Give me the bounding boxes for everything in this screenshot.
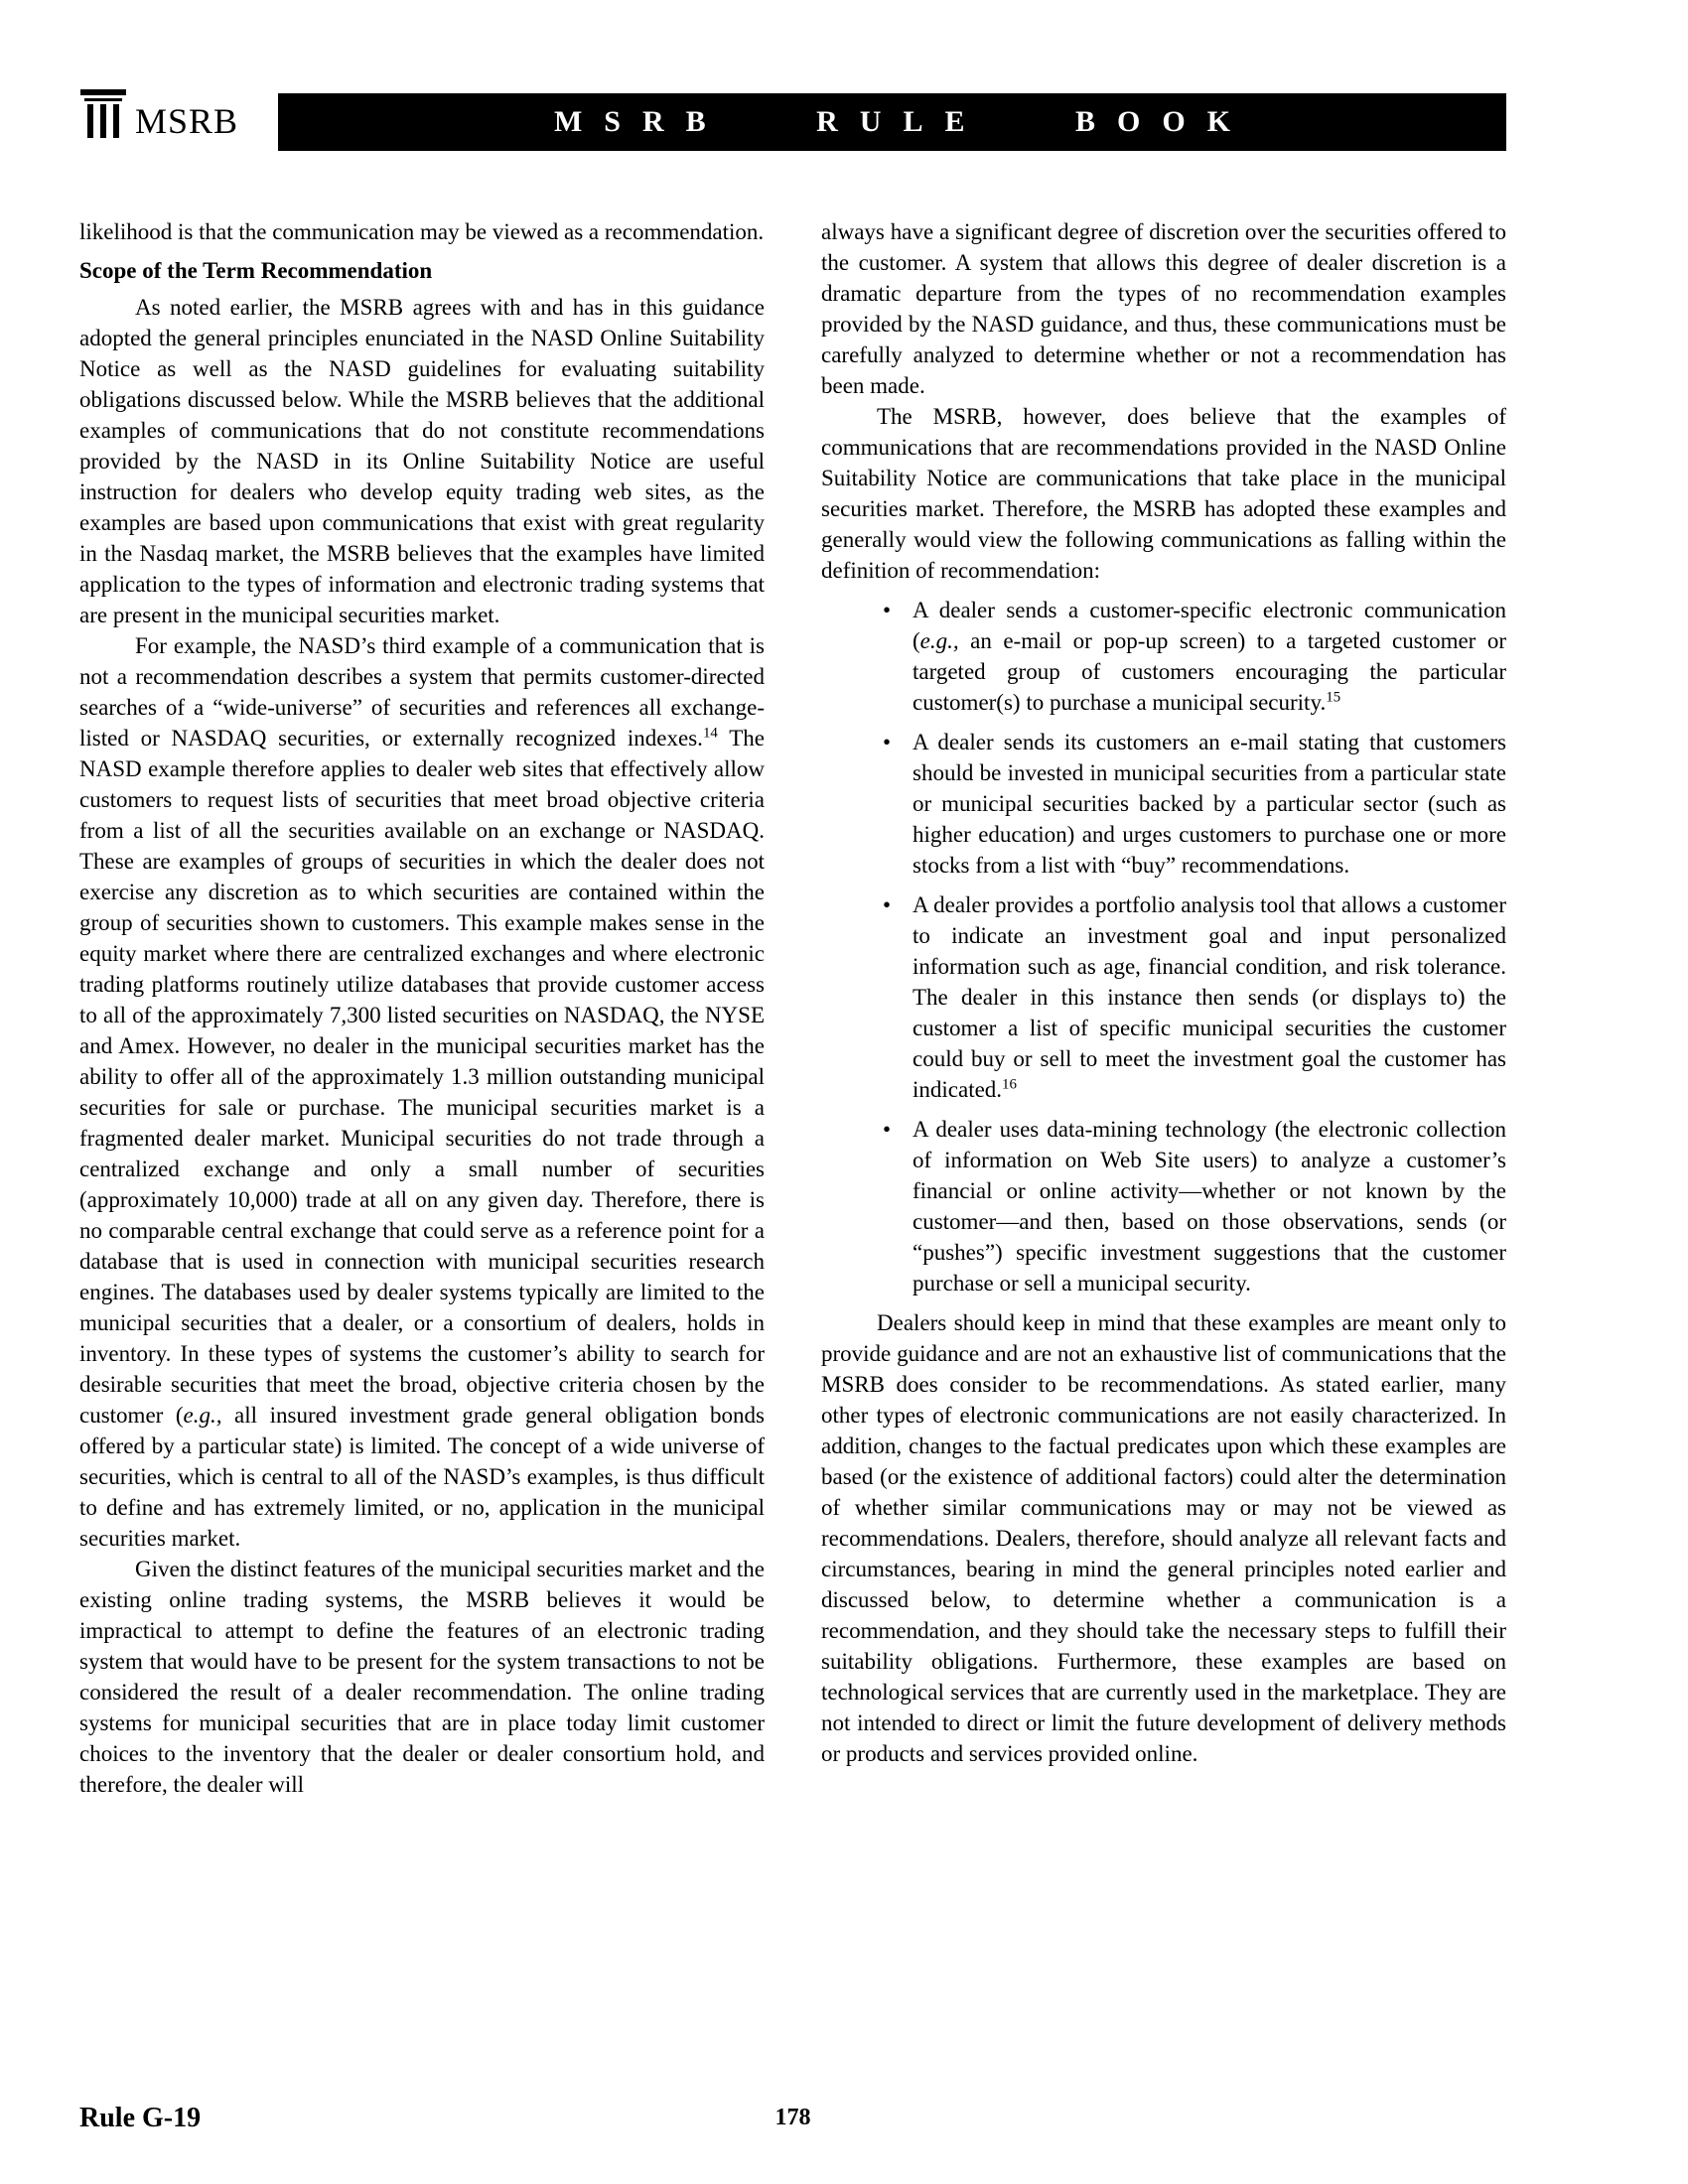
paragraph xyxy=(821,216,1506,401)
page-footer xyxy=(79,2103,1506,2142)
bullet-text xyxy=(913,727,1506,881)
bullet-item xyxy=(883,727,1506,881)
text-run: For example, the NASD’s third example of a communication that is not a recommendation describes a system that permits customer-directed searches of a “wide-universe” of securities and references all exchange-listed or NASDAQ securities, or externally recognized indexes. xyxy=(79,633,765,751)
bullet-text xyxy=(913,595,1506,718)
bullet-text xyxy=(913,1114,1506,1298)
text-run: A dealer sends its customers an e-mail stating that customers should be invested in municipal securities from a particular state or municipal securities backed by a particular sector (such as higher education) and urges customers to purchase one or more stocks from a list with “buy” recommendations. xyxy=(913,730,1506,878)
bullet-marker: • xyxy=(883,598,892,622)
bullet-marker: • xyxy=(883,730,892,754)
left-column xyxy=(79,216,765,1800)
rulebook-banner xyxy=(278,93,1506,151)
bullet-item xyxy=(883,889,1506,1105)
paragraph xyxy=(821,401,1506,586)
bullet-item xyxy=(883,595,1506,718)
page-header xyxy=(79,87,1506,159)
paragraph xyxy=(79,630,765,1554)
bullet-marker: • xyxy=(883,892,892,917)
paragraph xyxy=(79,216,765,247)
paragraph xyxy=(821,1307,1506,1769)
italic-text-run: e.g., xyxy=(919,628,959,653)
bullet-marker: • xyxy=(883,1117,892,1142)
msrb-logo-text: MSRB xyxy=(135,101,239,141)
text-run: all insured investment grade general obligation bonds offered by a particular state) is limited. The concept of a wide universe of securities, which is central to all of the NASD’s examples, is thus difficult to define and has extremely limited, or no, application in the municipal securities market. xyxy=(79,1403,765,1551)
text-run: A dealer provides a portfolio analysis tool that allows a customer to indicate an investment goal and input personalized information such as age, financial condition, and risk tolerance. The dealer in this instance then sends (or displays to) the customer a list of specific municipal securities the customer could buy or sell to meet the investment goal the customer has indicated. xyxy=(913,892,1506,1102)
text-run: A dealer sends a customer-specific electronic communication ( xyxy=(913,598,1506,653)
page-number: 178 xyxy=(774,2105,811,2130)
msrb-logo xyxy=(79,87,238,141)
text-run: A dealer uses data-mining technology (the electronic collection of information on Web Site users) to analyze a customer’s financial or online activity—whether or not known by the customer—and then, based on those observations, sends (or “pushes”) specific investment suggestions that the customer purchase or sell a municipal security. xyxy=(913,1117,1506,1296)
two-column-body xyxy=(79,216,1506,1800)
rule-label: Rule G-19 xyxy=(79,2103,202,2133)
text-run: likelihood is that the communication may be viewed as a recommendation. xyxy=(79,219,765,244)
paragraph xyxy=(79,1554,765,1800)
text-run: The NASD example therefore applies to dealer web sites that effectively allow customers to request lists of securities that meet broad objective criteria from a list of all the securities available on an exchange or NASDAQ. These are examples of groups of securities in which the dealer does not exercise any discretion as to which securities are contained within the group of securities shown to customers. This example makes sense in the equity market where there are centralized exchanges and where electronic trading platforms routinely utilize databases that provide customer access to all of the approximately 7,300 listed securities on NASDAQ, the NYSE and Amex. However, no dealer in the municipal securities market has the ability to offer all of the approximately 1.3 million outstanding municipal securities for sale or purchase. The municipal securities market is a fragmented dealer market. Municipal securities do not trade through a centralized exchange and only a small number of securities (approximately 10,000) trade at all on any given day. Therefore, there is no comparable central exchange that could serve as a reference point for a database that is used in connection with municipal securities research engines. The databases used by dealer systems typically are limited to the municipal securities that a dealer, or a consortium of dealers, holds in inventory. In these types of systems the customer’s ability to search for desirable securities that meet the broad, objective criteria chosen by the customer ( xyxy=(79,726,766,1428)
text-run: Given the distinct features of the municipal securities market and the existing online trading systems, the MSRB believes it would be impractical to attempt to define the features of an electronic trading system that would have to be present for the system transactions to not be considered the result of a dealer recommendation. The online trading systems for municipal securities that are in place today limit customer choices to the inventory that the dealer or dealer consortium hold, and therefore, the dealer will xyxy=(79,1557,765,1797)
rulebook-banner-title: MSRB RULE BOOK xyxy=(553,105,1253,138)
footnote-reference: 16 xyxy=(1002,1076,1017,1093)
italic-text-run: e.g., xyxy=(183,1403,222,1428)
footnote-reference: 15 xyxy=(1326,689,1341,706)
right-column xyxy=(821,216,1506,1800)
section-heading: Scope of the Term Recommendation xyxy=(79,258,433,283)
text-run: The MSRB, however, does believe that the examples of communications that are recommendations provided in the NASD Online Suitability Notice are communications that take place in the municipal securities market. Therefore, the MSRB has adopted these examples and generally would view the following communications as falling within the definition of recommendation: xyxy=(821,404,1506,583)
paragraph xyxy=(79,292,765,630)
msrb-column-icon xyxy=(79,87,127,141)
text-run: always have a significant degree of discretion over the securities offered to the customer. A system that allows this degree of dealer discretion is a dramatic departure from the types of no recommendation examples provided by the NASD guidance, and thus, these communications must be carefully analyzed to determine whether or not a recommendation has been made. xyxy=(821,219,1506,398)
footnote-reference: 14 xyxy=(702,725,718,742)
bullet-text xyxy=(913,889,1506,1105)
text-run: Dealers should keep in mind that these examples are meant only to provide guidance and are not an exhaustive list of communications that the MSRB does consider to be recommendations. As stated earlier, many other types of electronic communications are not easily characterized. In addition, changes to the factual predicates upon which these examples are based (or the existence of additional factors) could alter the determination of whether similar communications may or may not be viewed as recommendations. Dealers, therefore, should analyze all relevant facts and circumstances, bearing in mind the general principles noted earlier and discussed below, to determine whether a communication is a recommendation, and they should take the necessary steps to fulfill their suitability obligations. Furthermore, these examples are based on technological services that are currently used in the marketplace. They are not intended to direct or limit the future development of delivery methods or products and services provided online. xyxy=(821,1310,1506,1766)
text-run: As noted earlier, the MSRB agrees with and has in this guidance adopted the general principles enunciated in the NASD Online Suitability Notice as well as the NASD guidelines for evaluating suitability obligations discussed below. While the MSRB believes that the additional examples of communications that do not constitute recommendations provided by the NASD in its Online Suitability Notice are useful instruction for dealers who develop equity trading web sites, as the examples are based upon communications that exist with great regularity in the Nasdaq market, the MSRB believes that the examples have limited application to the types of information and electronic trading systems that are present in the municipal securities market. xyxy=(79,295,765,627)
text-run: an e-mail or pop-up screen) to a targeted customer or targeted group of customers encouraging the particular customer(s) to purchase a municipal security. xyxy=(913,628,1506,715)
bullet-item xyxy=(883,1114,1506,1298)
